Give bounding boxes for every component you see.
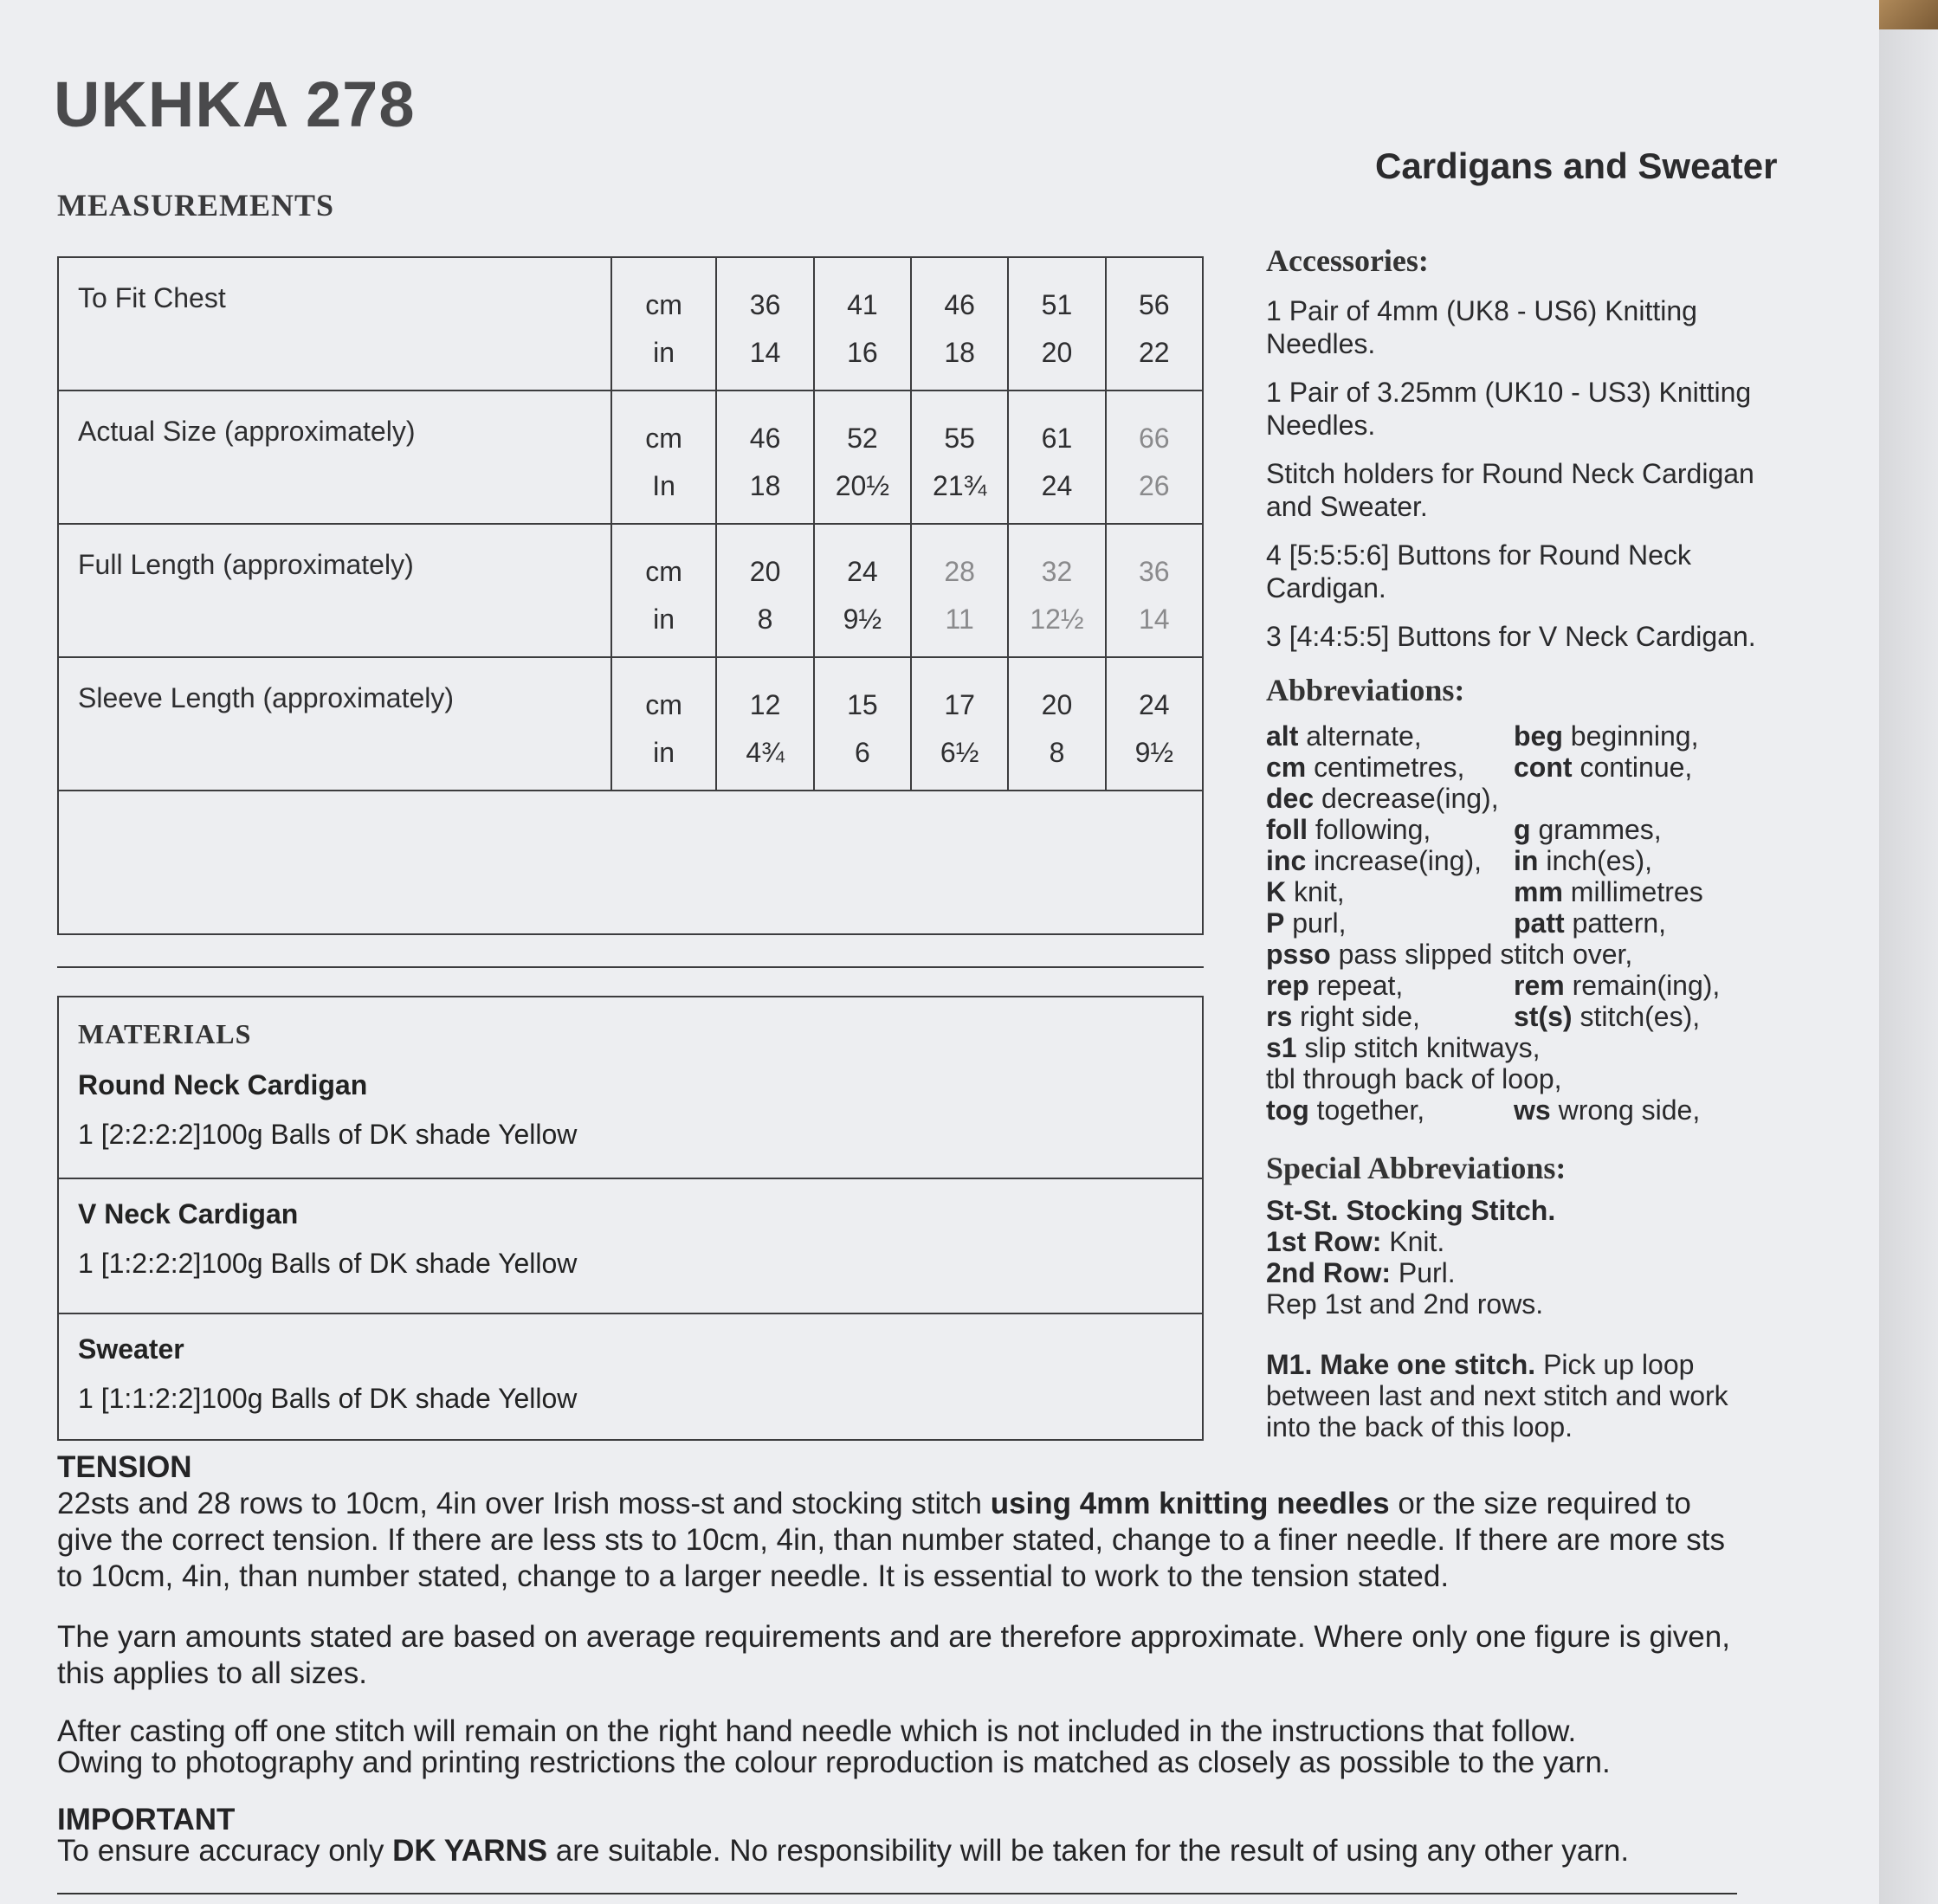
- abbreviation-item: [1514, 752, 1768, 783]
- size-value-cell: [1008, 657, 1105, 791]
- measurement-label: Full Length (approximately): [58, 524, 611, 657]
- value-in: 9½: [843, 603, 882, 635]
- row2-label: 2nd Row:: [1266, 1257, 1391, 1288]
- abbreviation-term: dec: [1266, 783, 1315, 814]
- abbreviation-meaning: centimetres,: [1314, 752, 1465, 783]
- value-cm: 20: [749, 556, 781, 587]
- unit-cm: cm: [645, 689, 682, 720]
- abbreviation-meaning: stitch(es),: [1579, 1001, 1701, 1032]
- tension-heading: TENSION: [57, 1450, 192, 1484]
- value-in: 6½: [940, 737, 979, 768]
- value-cm: 41: [847, 289, 878, 320]
- value-in: 18: [749, 470, 781, 501]
- value-in: 14: [749, 337, 781, 368]
- abbreviation-meaning: following,: [1315, 814, 1431, 845]
- size-value-cell: [1106, 390, 1203, 524]
- material-quantity: 1 [1:1:2:2]100g Balls of DK shade Yellow: [78, 1383, 578, 1414]
- abbreviation-item: [1514, 720, 1768, 752]
- important-text: [57, 1836, 1754, 1867]
- size-value-cell: [814, 257, 911, 390]
- value-cm: 15: [847, 689, 878, 720]
- material-quantity: 1 [2:2:2:2]100g Balls of DK shade Yellow: [78, 1119, 578, 1150]
- accessory-item: 1 Pair of 3.25mm (UK10 - US3) Knitting Needles.: [1266, 377, 1752, 441]
- abbreviation-item: [1514, 970, 1768, 1001]
- abbreviation-meaning: inch(es),: [1546, 845, 1653, 876]
- abbreviation-item: [1266, 1094, 1514, 1126]
- abbreviation-term: beg: [1514, 720, 1563, 752]
- abbreviation-term: rep: [1266, 970, 1309, 1001]
- page-corner: [1879, 0, 1938, 29]
- size-value-cell: [1106, 524, 1203, 657]
- abbreviation-term: in: [1514, 845, 1539, 876]
- important-text-b: are suitable. No responsibility will be taken for the result of using any other yarn.: [547, 1834, 1630, 1868]
- abbreviation-term: P: [1266, 907, 1285, 939]
- row2-definition: [1266, 1257, 1768, 1288]
- unit-cell: [611, 390, 717, 524]
- abbreviation-term: tog: [1266, 1094, 1309, 1126]
- value-in: 24: [1041, 470, 1073, 501]
- materials-box: [57, 996, 1204, 1441]
- abbreviation-term: mm: [1514, 876, 1563, 907]
- abbreviation-term: rs: [1266, 1001, 1293, 1032]
- size-value-cell: [1106, 257, 1203, 390]
- m1-definition: [1266, 1349, 1768, 1443]
- measurement-label: Sleeve Length (approximately): [58, 657, 611, 791]
- tension-paragraph: [57, 1486, 1754, 1595]
- size-value-cell: [716, 657, 813, 791]
- size-value-cell: [1008, 524, 1105, 657]
- accessories-list: [1266, 294, 1768, 653]
- blank-cell: [58, 791, 1203, 934]
- value-cm: 32: [1041, 556, 1073, 587]
- row2-text: Purl.: [1398, 1257, 1456, 1288]
- value-in: 22: [1139, 337, 1170, 368]
- material-name: Round Neck Cardigan: [78, 1069, 368, 1100]
- row1-definition: [1266, 1226, 1768, 1257]
- accessory-item: 1 Pair of 4mm (UK8 - US6) Knitting Needles.: [1266, 295, 1697, 359]
- repeat-instruction: Rep 1st and 2nd rows.: [1266, 1288, 1544, 1320]
- abbreviation-meaning: millimetres: [1570, 876, 1703, 907]
- abbreviation-item: [1266, 907, 1514, 939]
- abbreviation-term: K: [1266, 876, 1287, 907]
- abbreviation-item: [1514, 1094, 1768, 1126]
- divider: [57, 966, 1204, 968]
- accessory-item: 3 [4:4:5:5] Buttons for V Neck Cardigan.: [1266, 621, 1756, 652]
- measurement-row: [58, 257, 1203, 390]
- size-value-cell: [911, 524, 1008, 657]
- value-cm: 24: [847, 556, 878, 587]
- value-in: 20½: [835, 470, 889, 501]
- abbreviation-term: inc: [1266, 845, 1307, 876]
- abbreviation-term: st(s): [1514, 1001, 1573, 1032]
- abbreviation-term: psso: [1266, 939, 1331, 970]
- bottom-rule: [57, 1893, 1737, 1894]
- unit-in: in: [653, 337, 675, 368]
- value-in: 6: [854, 737, 870, 768]
- unit-cm: cm: [645, 556, 682, 587]
- abbreviation-item: [1514, 1001, 1768, 1032]
- abbreviation-meaning: together,: [1316, 1094, 1425, 1126]
- abbreviations-heading: Abbreviations:: [1266, 673, 1465, 707]
- abbreviation-meaning: increase(ing),: [1314, 845, 1482, 876]
- m1-label: M1. Make one stitch.: [1266, 1349, 1536, 1380]
- size-value-cell: [1008, 390, 1105, 524]
- size-value-cell: [911, 390, 1008, 524]
- value-cm: 12: [749, 689, 781, 720]
- value-cm: 36: [749, 289, 781, 320]
- measurements-heading: MEASUREMENTS: [57, 188, 335, 223]
- abbreviation-item: [1266, 939, 1768, 970]
- unit-cell: [611, 657, 717, 791]
- abbreviation-term: alt: [1266, 720, 1299, 752]
- abbreviation-item: [1266, 845, 1514, 876]
- measurement-row: [58, 390, 1203, 524]
- pattern-subtitle: Cardigans and Sweater: [1375, 145, 1778, 186]
- abbreviation-meaning: grammes,: [1538, 814, 1662, 845]
- value-cm: 17: [944, 689, 975, 720]
- abbreviation-item: [1266, 1001, 1514, 1032]
- unit-cm: cm: [645, 289, 682, 320]
- value-in: 14: [1139, 603, 1170, 635]
- abbreviation-term: foll: [1266, 814, 1308, 845]
- value-cm: 56: [1139, 289, 1170, 320]
- abbreviation-item: [1514, 845, 1768, 876]
- abbreviation-item: [1266, 876, 1514, 907]
- colour-note: Owing to photography and printing restrictions the colour reproduction is matched as closely as possible to the yarn.: [57, 1746, 1611, 1779]
- abbreviation-meaning: slip stitch knitways,: [1304, 1032, 1541, 1063]
- value-in: 26: [1139, 470, 1170, 501]
- materials-v-neck: [59, 1179, 1202, 1314]
- material-quantity: 1 [1:2:2:2]100g Balls of DK shade Yellow: [78, 1248, 578, 1279]
- unit-in: in: [653, 603, 675, 635]
- important-yarn: DK YARNS: [392, 1834, 548, 1868]
- abbreviations-list: [1266, 720, 1768, 1126]
- abbreviation-item: [1266, 1032, 1768, 1063]
- abbreviation-term: cm: [1266, 752, 1307, 783]
- blank-row: [58, 791, 1203, 934]
- m1-text: Pick up loop between last and next stitch and work into the back of this loop.: [1266, 1349, 1728, 1443]
- value-in: 16: [847, 337, 878, 368]
- abbreviation-meaning: pass slipped stitch over,: [1338, 939, 1633, 970]
- important-text-a: To ensure accuracy only: [57, 1834, 393, 1868]
- tension-section: [57, 1449, 1754, 1867]
- yarn-amounts-note: The yarn amounts stated are based on average requirements and are therefore approximate. Where only one figure is given, this applies to all sizes.: [57, 1620, 1730, 1690]
- facing-page-edge: [1879, 0, 1938, 1904]
- value-in: 4¾: [746, 737, 785, 768]
- tension-needles: using 4mm knitting needles: [990, 1487, 1390, 1520]
- abbreviation-term: tbl: [1266, 1063, 1295, 1094]
- value-cm: 61: [1041, 423, 1073, 454]
- abbreviation-item: [1266, 970, 1514, 1001]
- abbreviation-term: cont: [1514, 752, 1573, 783]
- abbreviation-meaning: through back of loop,: [1302, 1063, 1562, 1094]
- abbreviation-term: rem: [1514, 970, 1565, 1001]
- size-value-cell: [716, 524, 813, 657]
- abbreviation-meaning: alternate,: [1306, 720, 1422, 752]
- materials-sweater: [59, 1314, 1202, 1439]
- row1-text: Knit.: [1389, 1226, 1445, 1257]
- size-value-cell: [1008, 257, 1105, 390]
- tension-text-cont: or the size required to give the correct tension. If there are less sts to 10cm, 4in, than number stated, change to a finer needle. If there are more sts to 10cm, 4in, than number stated, change to a larger needle. It is essential to work to the tension stated.: [57, 1487, 1726, 1593]
- value-cm: 55: [944, 423, 975, 454]
- value-in: 11: [945, 603, 974, 635]
- abbreviation-meaning: decrease(ing),: [1321, 783, 1499, 814]
- measurements-table: [57, 256, 1204, 935]
- accessories-heading: Accessories:: [1266, 243, 1429, 278]
- measurement-row: [58, 524, 1203, 657]
- abbreviation-item: [1514, 907, 1768, 939]
- abbreviation-meaning: continue,: [1579, 752, 1693, 783]
- size-value-cell: [911, 257, 1008, 390]
- abbreviation-item: [1514, 814, 1768, 845]
- abbreviation-meaning: repeat,: [1316, 970, 1404, 1001]
- pattern-number: UKHKA 278: [54, 68, 416, 140]
- value-cm: 46: [749, 423, 781, 454]
- abbreviation-meaning: purl,: [1292, 907, 1347, 939]
- material-name: Sweater: [78, 1333, 184, 1365]
- abbreviation-term: ws: [1514, 1094, 1551, 1126]
- accessory-item: 4 [5:5:5:6] Buttons for Round Neck Cardigan.: [1266, 539, 1691, 603]
- casting-off-note: After casting off one stitch will remain on the right hand needle which is not included in the instructions that follow.: [57, 1714, 1577, 1748]
- unit-in: In: [652, 470, 675, 501]
- value-in: 18: [944, 337, 975, 368]
- special-abbreviations-heading: Special Abbreviations:: [1266, 1151, 1567, 1185]
- value-in: 9½: [1134, 737, 1174, 768]
- measurement-row: [58, 657, 1203, 791]
- tension-text: 22sts and 28 rows to 10cm, 4in over Irish moss-st and stocking stitch: [57, 1487, 991, 1520]
- measurement-label: To Fit Chest: [58, 257, 611, 390]
- value-in: 21¾: [933, 470, 987, 501]
- material-name: V Neck Cardigan: [78, 1198, 299, 1230]
- value-in: 12½: [1030, 603, 1084, 635]
- abbreviation-item: [1266, 720, 1514, 752]
- value-cm: 46: [944, 289, 975, 320]
- abbreviation-meaning: right side,: [1300, 1001, 1420, 1032]
- measurement-label: Actual Size (approximately): [58, 390, 611, 524]
- unit-cell: [611, 257, 717, 390]
- value-in: 8: [757, 603, 773, 635]
- unit-in: in: [653, 737, 675, 768]
- size-value-cell: [911, 657, 1008, 791]
- abbreviation-item: [1266, 814, 1514, 845]
- abbreviation-item: [1266, 783, 1768, 814]
- abbreviation-term: s1: [1266, 1032, 1297, 1063]
- abbreviation-item: [1266, 1063, 1768, 1094]
- value-cm: 36: [1139, 556, 1170, 587]
- materials-heading: MATERIALS: [78, 1018, 252, 1049]
- abbreviation-meaning: wrong side,: [1558, 1094, 1701, 1126]
- right-column: [1266, 242, 1768, 1443]
- size-value-cell: [814, 524, 911, 657]
- row1-label: 1st Row:: [1266, 1226, 1382, 1257]
- value-cm: 24: [1139, 689, 1170, 720]
- special-abbreviations: [1266, 1195, 1768, 1443]
- value-cm: 51: [1041, 289, 1073, 320]
- value-cm: 52: [847, 423, 878, 454]
- size-value-cell: [716, 257, 813, 390]
- size-value-cell: [814, 390, 911, 524]
- important-heading: IMPORTANT: [57, 1803, 236, 1836]
- unit-cm: cm: [645, 423, 682, 454]
- value-cm: 28: [944, 556, 975, 587]
- unit-cell: [611, 524, 717, 657]
- abbreviation-item: [1514, 876, 1768, 907]
- abbreviation-item: [1266, 752, 1514, 783]
- size-value-cell: [716, 390, 813, 524]
- size-value-cell: [814, 657, 911, 791]
- value-cm: 20: [1041, 689, 1073, 720]
- size-value-cell: [1106, 657, 1203, 791]
- abbreviation-term: g: [1514, 814, 1531, 845]
- abbreviation-term: patt: [1514, 907, 1565, 939]
- abbreviation-meaning: beginning,: [1570, 720, 1699, 752]
- st-st-definition: St-St. Stocking Stitch.: [1266, 1195, 1556, 1226]
- value-in: 20: [1041, 337, 1073, 368]
- abbreviation-meaning: pattern,: [1572, 907, 1667, 939]
- materials-round-neck: [59, 997, 1202, 1179]
- value-cm: 66: [1139, 423, 1170, 454]
- abbreviation-meaning: remain(ing),: [1572, 970, 1721, 1001]
- abbreviation-meaning: knit,: [1294, 876, 1345, 907]
- accessory-item: Stitch holders for Round Neck Cardigan and Sweater.: [1266, 458, 1754, 522]
- value-in: 8: [1049, 737, 1065, 768]
